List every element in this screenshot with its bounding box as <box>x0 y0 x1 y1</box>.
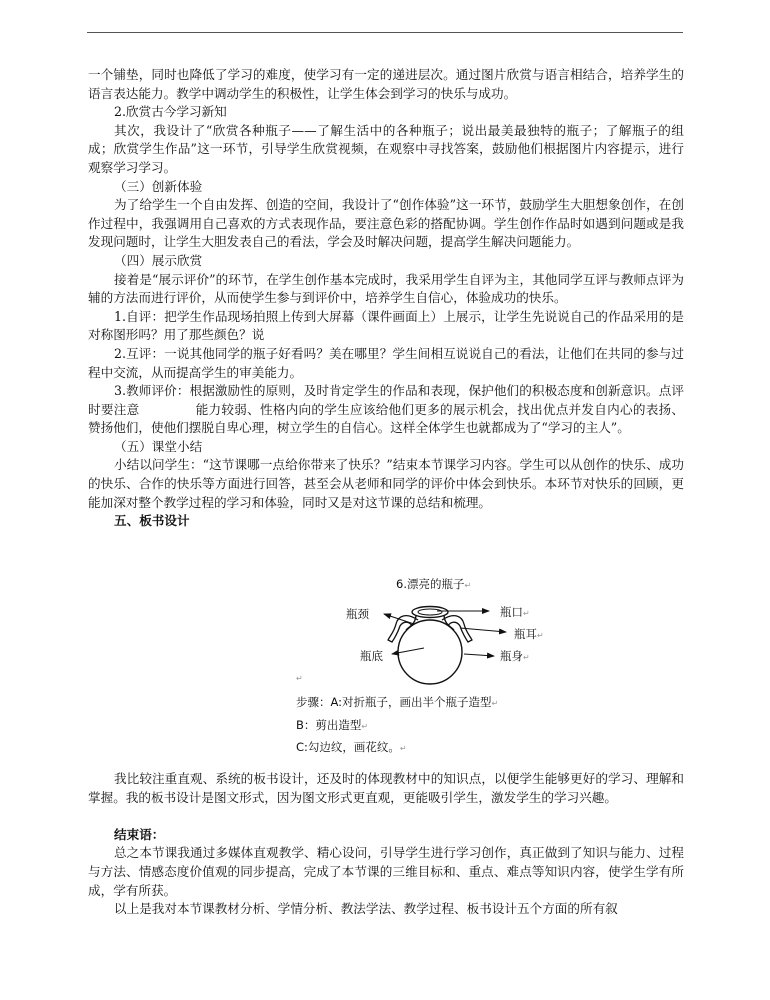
paragraph-board-explanation: 我比较注重直观、系统的板书设计，还及时的体现教材中的知识点，以便学生能够更好的学习、理解和掌握。我的板书设计是图文形式，因为图文形式更直观，更能吸引学生，激发学生的学习兴趣。 <box>88 771 684 805</box>
document-body-bottom <box>88 770 684 919</box>
paragraph: 总之本节课我通过多媒体直观教学、精心设问，引导学生进行学习创作，真正做到了知识与能力、过程与方法、情感态度价值观的同步提高，完成了本节课的三维目标和、重点、难点等知识内容，使学生学有所成，学有所获。 <box>88 845 684 898</box>
label-neck: 瓶颈 <box>346 607 369 621</box>
step-c: C:勾边纹，画花纹。↵ <box>296 740 407 754</box>
vase-body-shape <box>398 620 462 684</box>
paragraph: 小结以问学生：“这节课哪一点给你带来了快乐？”结束本节课学习内容。学生可以从创作的快乐、成功的快乐、合作的快乐等方面进行回答，甚至会从老师和同学的评价中体会到快乐。本环节对快乐的回顾，更能加深对整个教学过程的学习和体验，同时又是对这节课的总结和梳理。 <box>88 457 684 510</box>
paragraph: 为了给学生一个自由发挥、创造的空间，我设计了“创作体验”这一环节，鼓励学生大胆想象创作，在创作过程中，我强调用自己喜欢的方式表现作品，要注意色彩的搭配协调。学生创作作品时如遇到问题或是我发现问题时，让学生大胆发表自己的看法，学会及时解决问题，提高学生解决问题能力。 <box>88 197 684 250</box>
return-mark: ↵ <box>296 674 303 683</box>
teacher-eval-part2: 能力较弱、性格内向的学生应该给他们更多的展示机会，找出优点并发自内心的表扬、赞扬他们，使他们摆脱自卑心理，树立学生的自信心。这样全体学生也就都成为了“学习的主人”。 <box>88 401 685 436</box>
label-bottom: 瓶底 <box>360 649 383 663</box>
arrow-body <box>464 654 494 656</box>
section-heading-board-design: 五、板书设计 <box>114 513 190 529</box>
label-mouth: 瓶口↵ <box>500 605 530 619</box>
paragraph: 一个铺垫，同时也降低了学习的难度，使学习有一定的递进层次。通过图片欣赏与语言相结合，培养学生的语言表达能力。教学中调动学生的积极性，让学生体会到学习的快乐与成功。 <box>88 67 684 101</box>
paragraph-self-eval: 1.自评：把学生作品现场拍照上传到大屏幕（课件画面上）上展示，让学生先说说自己的作品采用的是对称图形吗？用了那些颜色？说 <box>88 308 684 343</box>
vase-mouth-shape <box>412 607 448 618</box>
section-heading-innovation: （三）创新体验 <box>114 178 203 194</box>
diagram-title: 6.漂亮的瓶子↵ <box>396 577 472 591</box>
step-a: 步骤：A:对折瓶子，画出半个瓶子造型↵ <box>296 695 499 709</box>
step-b: B：剪出造型↵ <box>296 717 369 732</box>
subheading-appreciate: 2.欣赏古今学习新知 <box>114 104 227 120</box>
label-ear: 瓶耳↵ <box>514 627 544 641</box>
paragraph-teacher-eval <box>88 382 684 438</box>
paragraph: 接着是“展示评价”的环节，在学生创作基本完成时，我采用学生自评为主，其他同学互评与教师点评为辅的方法而进行评价，从而使学生参与到评价中，培养学生自信心，体验成功的快乐。 <box>88 271 684 306</box>
paragraph: 以上是我对本节课教材分析、学情分析、教法学法、教学过程、板书设计五个方面的所有叙 <box>114 901 618 917</box>
label-body: 瓶身↵ <box>500 649 530 663</box>
steps-list <box>296 692 498 760</box>
paragraph-peer-eval: 2.互评：一说其他同学的瓶子好看吗？美在哪里？学生间相互说说自己的看法，让他们在共同的参与过程中交流，从而提高学生的审美能力。 <box>88 345 684 380</box>
paragraph: 其次，我设计了“欣赏各种瓶子——了解生活中的各种瓶子；说出最美最独特的瓶子；了解瓶子的组成；欣赏学生作品”这一环节，引导学生欣赏视频，在观察中寻找答案，鼓励他们根据图片内容提示，进行观察学习学习。 <box>88 122 684 175</box>
section-heading-summary: （五）课堂小结 <box>114 438 203 454</box>
section-heading-conclusion: 结束语： <box>114 826 165 842</box>
document-body-top <box>88 66 684 531</box>
teacher-eval-part1: 3.教师评价：根据激励性的原则，及时肯定学生的作品和表现，保护他们的积极态度和创新意识。点评时要注意 <box>88 383 684 417</box>
section-heading-display: （四）展示欣赏 <box>114 252 203 268</box>
header-rule <box>87 32 683 33</box>
